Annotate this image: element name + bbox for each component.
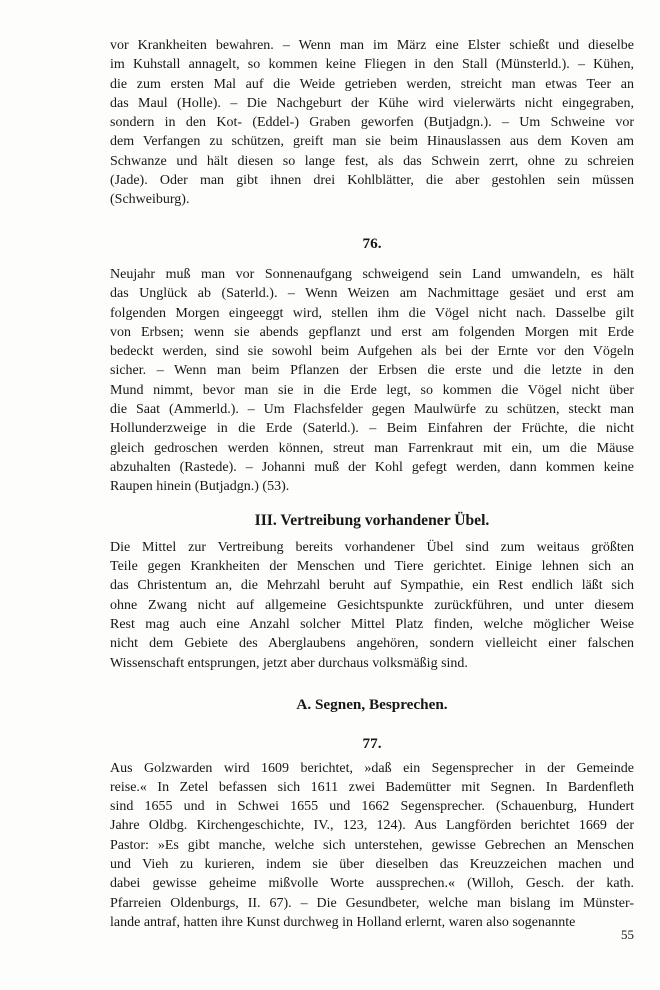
text-line: die Saat (Ammerld.). – Um Flachsfelder gegen Maulwürfe zu schützen, steckt man	[110, 402, 634, 418]
text-line: Schwanze und hält diesen so lange fest, als das Schwein zerrt, ohne zu schreien	[110, 153, 634, 169]
text-block	[110, 36, 634, 932]
text-line: Wissenschaft entsprungen, jetzt aber durchaus volksmäßig sind.	[110, 655, 468, 671]
text-line: gleich gedroschen werden können, streut man Farrenkraut mit ein, um die Mäuse	[110, 440, 634, 456]
text-line: abzuhalten (Rastede). – Johanni muß der Kohl gefegt werden, dann kommen keine	[110, 459, 634, 475]
text-line: (Jade). Oder man gibt ihnen drei Kohlblätter, die aber gestohlen sein müssen	[110, 173, 634, 189]
text-line: Hollunderzweige in die Erde (Saterld.). – Beim Einfahren der Früchte, die nicht	[110, 421, 634, 437]
text-line: Pfarreien Oldenburgs, II. 67). – Die Gesundbeter, welche man bislang im Münster-	[110, 895, 634, 911]
text-line: sicher. – Wenn man beim Pflanzen der Erbsen die erste und die letzte in den	[110, 363, 634, 379]
text-line: (Schweiburg).	[110, 192, 190, 208]
text-line: Jahre Oldbg. Kirchengeschichte, IV., 123, 124). Aus Langförden berichtet 1669 der	[110, 818, 634, 834]
text-line: im Kuhstall annagelt, so kommen keine Fliegen in den Stall (Münsterld.). – Kühen,	[110, 57, 634, 73]
text-line: die zum ersten Mal auf die Weide getrieben werden, streicht man etwas Teer an	[110, 76, 634, 92]
text-line: Neujahr muß man vor Sonnenaufgang schweigend sein Land umwandeln, es hält	[110, 266, 634, 282]
text-line: nicht dem Gebiete des Aberglaubens angehören, sondern vielleicht einer falschen	[110, 636, 634, 652]
text-line: Aus Golzwarden wird 1609 berichtet, »daß ein Segensprecher in der Gemeinde	[110, 760, 634, 776]
text-line: Raupen hinein (Butjadgn.) (53).	[110, 479, 290, 495]
text-line: bedeckt werden, sind sie sowohl beim Aufgehen als bei der Ernte vor den Vögeln	[110, 344, 634, 360]
paragraph-krankheiten	[110, 36, 634, 210]
text-line: dem Verfangen zu schützen, greift man sie beim Hinauslassen aus dem Koven am	[110, 134, 634, 150]
text-line: Die Mittel zur Vertreibung bereits vorhandener Übel sind zum weitaus größten	[110, 539, 634, 555]
page-number: 55	[621, 927, 634, 942]
text-line: das Maul (Holle). – Die Nachgeburt der Kühe wird vielerwärts nicht eingegraben,	[110, 95, 634, 111]
text-line: das Unglück ab (Saterld.). – Wenn Weizen am Nachmittage gesäet und erst am	[110, 286, 634, 302]
text-line: reise.« In Zetel befassen sich 1611 zwei Bademütter mit Segnen. In Bardenfleth	[110, 779, 634, 795]
text-line: Teile gegen Krankheiten der Menschen und Tiere gerichtet. Einige lehnen sich an	[110, 559, 634, 575]
paragraph-golzwarden	[110, 759, 634, 933]
text-line: sondern in den Kot- (Eddel-) Graben geworfen (Butjadgn.). – Um Schweine vor	[110, 115, 634, 131]
paragraph-mittel	[110, 538, 634, 673]
text-line: Rest mag auch eine Anzahl solcher Mittel Platz finden, welche möglicher Weise	[110, 617, 634, 633]
heading-segnen: A. Segnen, Besprechen.	[296, 695, 448, 713]
text-line: vor Krankheiten bewahren. – Wenn man im März eine Elster schießt und dieselbe	[110, 38, 634, 53]
heading-77: 77.	[362, 735, 382, 753]
text-line: Pastor: »Es gibt manche, welche sich unterstehen, gewisse Gebrechen an Menschen	[110, 837, 634, 853]
text-line: folgenden Morgen eingeeggt wird, stellen ihm die Vögel nicht nach. Dasselbe gilt	[110, 305, 634, 321]
text-line: von Erbsen; wenn sie abends gepflanzt und erst am folgenden Morgen mit Erde	[110, 324, 634, 340]
text-line: das Christentum an, die Mehrzahl beruht auf Sympathie, ein Rest endlich läßt sich	[110, 578, 634, 594]
text-line: und Vieh zu kurieren, indem sie über dieselben das Kreuzzeichen machen und	[110, 856, 634, 872]
text-line: Mund nimmt, bevor man sie in die Erde legt, so kommen die Vögel nicht über	[110, 382, 634, 398]
heading-76: 76.	[362, 234, 382, 252]
text-line: dabei gewisse geheime mißvolle Worte aussprechen.« (Willoh, Gesch. der kath.	[110, 876, 634, 892]
heading-vertreibung: III. Vertreibung vorhandener Übel.	[254, 511, 490, 529]
text-line: sind 1655 und in Schwei 1655 und 1662 Segensprecher. (Schauenburg, Hundert	[110, 799, 634, 815]
paragraph-neujahr	[110, 265, 634, 497]
text-line: ohne Zwang nicht auf allgemeine Gesichtspunkte zurückführen, und unter diesem	[110, 597, 634, 613]
text-line: lande antraf, hatten ihre Kunst durchweg in Holland erlernt, waren also sogenannte	[110, 914, 576, 930]
